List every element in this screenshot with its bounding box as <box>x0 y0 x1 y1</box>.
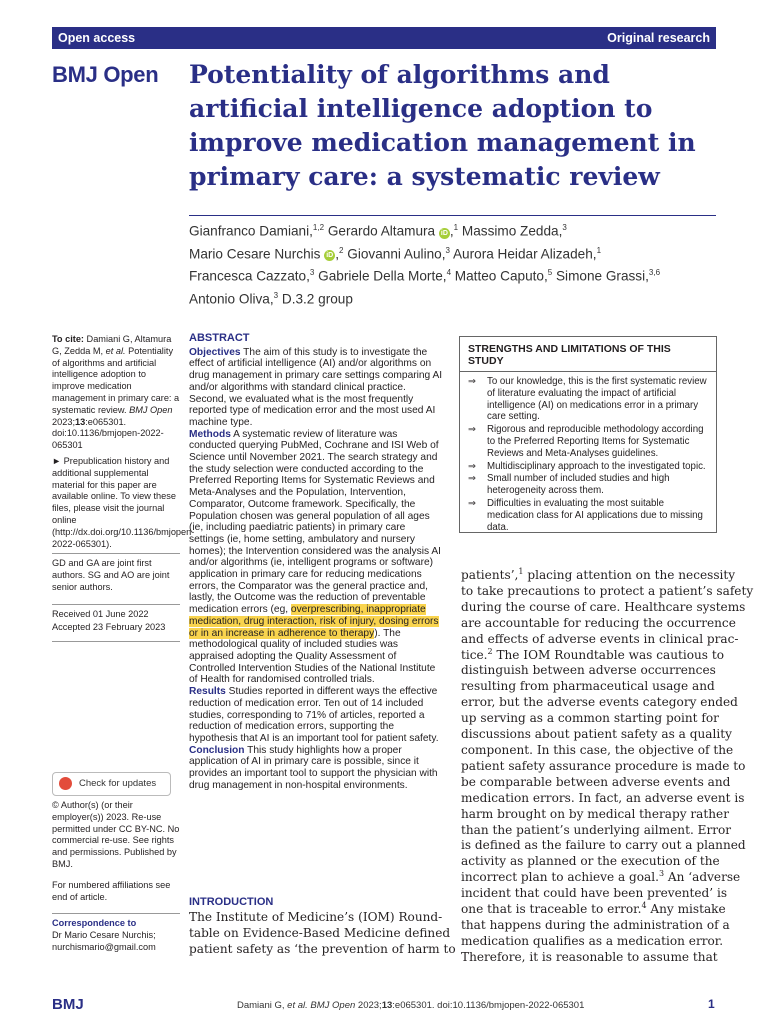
received-date: Received 01 June 2022 <box>52 604 180 621</box>
orcid-icon[interactable]: iD <box>440 229 448 237</box>
author-line-3: Francesca Cazzato,$^3$ Gabriele Della Morte,$^4$ Matteo Caputo,$^5$ Simone Grassi,$^{3,6}$ <box>189 268 661 284</box>
author-name[interactable]: Giovanni Aulino, <box>343 246 446 262</box>
author-name[interactable]: Gerardo Altamura <box>324 223 439 239</box>
abstract <box>189 333 443 791</box>
reference-link[interactable]: 4 <box>641 901 647 910</box>
arrow-icon: ⇒ <box>468 497 477 509</box>
dates-divider <box>52 641 180 642</box>
correspondence-block <box>52 913 180 953</box>
affiliations-note: For numbered affiliations see end of article. <box>52 880 171 902</box>
author-name[interactable]: Gianfranco Damiani, <box>189 223 313 239</box>
abstract-results: Results Studies reported in different ways the effective reduction of medication error. Ten out of 14 included studies, corresponding to 71% of articles, reported a reduction of medication errors, supporting the hypothesis that AI is an important tool for patient safety. <box>189 686 439 744</box>
author-name[interactable]: Antonio Oliva, <box>189 291 274 307</box>
bmj-logo[interactable]: BMJ <box>52 996 84 1013</box>
strengths-heading: STRENGTHS AND LIMITATIONS OF THIS STUDY <box>460 337 716 372</box>
article-title: Potentiality of algorithms and artificial intelligence adoption to improve medication management in primary care: a systematic review <box>189 60 696 191</box>
author-line-4: Antonio Oliva,$^3$ D.3.2 group <box>189 290 353 307</box>
group-name: D.3.2 group <box>278 291 353 307</box>
author-name[interactable]: Gabriele Della Morte, <box>314 268 447 284</box>
abstract-heading: ABSTRACT <box>189 332 250 344</box>
author-list <box>189 218 729 308</box>
author-name[interactable]: Francesca Cazzato, <box>189 268 310 284</box>
introduction-text: The Institute of Medicine’s (IOM) Round- table on Evidence-Based Medicine defined patient safety as ‘the prevention of harm to <box>189 910 456 956</box>
arrow-icon: ⇒ <box>468 460 477 472</box>
cite-label: To cite: <box>52 334 84 344</box>
body-text-right: patients’,$^1$ placing attention on the necessity to take precautions to protect a patient’s safety during the course of care. Healthcare systems are accountable for reducing the occurrence and effects of adverse events in clinical prac- tice.$^2$ The IOM Roundtable was cautious to distinguish between adverse occurrences resulting from pharmaceutical usage and error, but the adverse events category ended up serving as a common starting point for discussions about patient safety as a quality component. In this case, the objective of the patient safety assurance procedure is made to be comparable between adverse events and medication errors. In fact, an adverse event is harm brought on by medical therapy rather than the patient’s underlying ailment. Error is defined as the failure to carry out a planned activity as planned or the execution of the incorrect plan to achieve a goal.$^3$ An ‘adverse incident that could have been prevented’ is one that is traceable to error.$^4$ Any mistake that happens during the administration of a medication qualifies as a medication error. Therefore, it is reasonable to assume that <box>461 566 754 964</box>
page-number: 1 <box>708 997 715 1011</box>
reference-link[interactable]: 3 <box>658 869 665 879</box>
list-item: ⇒ Difficulties in evaluating the most suitable medication class for AI applications due to missing data. <box>468 497 703 533</box>
prepub-note[interactable]: ► Prepublication history and additional supplemental material for this paper are available online. To view these files, please visit the journal online (http://dx.doi.org/10.1136/bmjopen-2022-065301). <box>52 456 195 549</box>
reference-link[interactable]: 2 <box>487 646 493 656</box>
strengths-list <box>460 376 716 533</box>
citation-block: To cite: Damiani G, Altamura G, Zedda M, et al. Potentiality of algorithms and artificial intelligence adoption to improve medication management in primary care: a systematic review. BMJ Open 2023;13:e065301. doi:10.1136/bmjopen-2022-065301 <box>52 334 180 451</box>
author-name[interactable]: Matteo Caputo, <box>451 268 548 284</box>
journal-logo[interactable]: BMJ Open <box>52 62 159 87</box>
author-name[interactable]: Mario Cesare Nurchis <box>189 246 325 262</box>
check-for-updates-button[interactable]: Check for updates <box>52 772 171 796</box>
strengths-limitations-box <box>459 336 717 533</box>
list-item: ⇒ Small number of included studies and high heterogeneity across them. <box>468 473 670 497</box>
arrow-icon: ⇒ <box>468 376 477 387</box>
reference-link[interactable]: 1 <box>518 566 524 576</box>
author-line-1: Gianfranco Damiani,$^{1,2}$ Gerardo Altamura iD ,$^1$ Massimo Zedda,$^3$ <box>189 223 567 239</box>
list-item: ⇒ Multidisciplinary approach to the investigated topic. <box>468 460 706 472</box>
list-item: ⇒ To our knowledge, this is the first systematic review of literature evaluating the impact of artificial intelligence (AI) on medications error in a primary care setting. <box>468 376 707 423</box>
joint-authors-note: GD and GA are joint first authors. SG and AO are joint senior authors. <box>52 553 180 593</box>
abstract-methods: Methods A systematic review of literature was conducted querying PubMed, Cochrane and ISI Web of Science until November 2021. The search strategy and the study selection were conducted according to the Preferred Reporting Items for Systematic Reviews and Meta-Analyses and the Population, Intervention, Comparator, Outcome framework. Specifically, the Population chosen was general population of all ages (ie, including paediatric patients) in primary care settings (ie, home setting, ambulatory and nursery homes); the Intervention considered was the analysis AI and/or algorithms (ie, intelligent programs or software) application in primary care for reducing medications errors, the Comparator was the general practice and, lastly, the Outcome was the reduction of preventable medication errors (eg, overprescribing, inappropriate medication, drug interaction, risk of injury, dosing errors or in an increase in adherence to therapy). The methodological quality of included studies was appraised adopting the Quality Assessment of Controlled Intervention Studies of the National Institute of Health for randomised controlled trials. <box>189 428 441 686</box>
highlighted-text: overprescribing, inappropriate medication, drug interaction, risk of injury, dosing errors or in an increase in adherence to therapy <box>189 604 439 639</box>
accepted-date: Accepted 23 February 2023 <box>52 622 166 632</box>
abstract-objectives: Objectives The aim of this study is to investigate the effect of artificial intelligence (AI) and/or algorithms on drug management in primary care settings comparing AI and/or algorithms with standard clinical practice. Second, we evaluated what is the most frequently reported type of medication error and the most used AI machine type. <box>189 346 443 428</box>
correspondence-email[interactable]: nurchismario@gmail.com <box>52 941 156 952</box>
copyright-note: © Author(s) (or their employer(s)) 2023. Re-use permitted under CC BY-NC. No commercial re-use. See rights and permissions. Published by BMJ. <box>52 800 180 869</box>
author-name[interactable]: Aurora Heidar Alizadeh, <box>449 246 597 262</box>
footer-citation: Damiani G, et al. BMJ Open 2023;13:e065301. doi:10.1136/bmjopen-2022-065301 <box>237 1000 585 1011</box>
list-item: ⇒ Rigorous and reproducible methodology according to the Preferred Reporting Items for Systematic Reviews and Meta-Analyses guidelines. <box>468 424 704 459</box>
open-access-label: Open access <box>58 31 136 45</box>
introduction-heading: INTRODUCTION <box>189 896 274 908</box>
author-line-2: Mario Cesare Nurchis iD ,$^2$ Giovanni Aulino,$^3$ Aurora Heidar Alizadeh,$^1$ <box>189 245 602 262</box>
article-type-label: Original research <box>607 31 710 45</box>
correspondence-heading: Correspondence to <box>52 918 137 928</box>
orcid-icon[interactable]: iD <box>326 252 334 260</box>
title-divider <box>189 215 716 216</box>
check-updates-icon <box>59 777 72 790</box>
arrow-icon: ⇒ <box>468 473 477 485</box>
abstract-conclusion: Conclusion This study highlights how a proper application of AI in primary care is possible, since it provides an important tool to support the physician with drug management in non-hospital environments. <box>189 744 438 791</box>
correspondence-name: Dr Mario Cesare Nurchis; <box>52 929 156 940</box>
arrow-icon: ⇒ <box>468 424 477 436</box>
doi-link[interactable]: :e065301. doi:10.1136/bmjopen-2022-065301 <box>52 416 164 451</box>
header-bar <box>52 27 716 49</box>
author-name[interactable]: Massimo Zedda, <box>458 223 563 239</box>
author-name[interactable]: Simone Grassi, <box>552 268 649 284</box>
